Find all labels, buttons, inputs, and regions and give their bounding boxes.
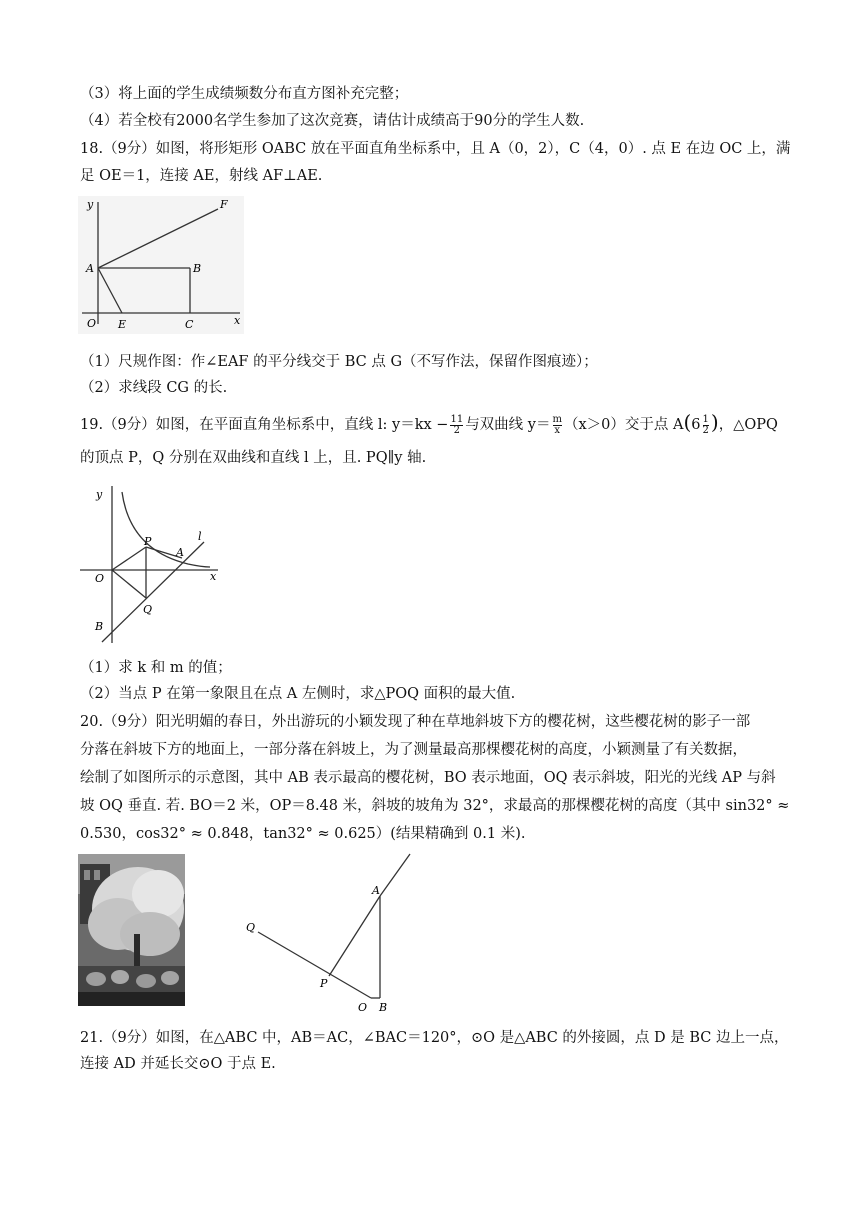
q20-label-P: P (320, 977, 328, 990)
q18-label-x: x (234, 314, 241, 327)
q19-sub1: （1）求 k 和 m 的值； (80, 660, 232, 676)
q18-label-B: B (193, 262, 202, 275)
q19-label-Q: Q (143, 603, 153, 616)
q17-part4: （4）若全校有2000名学生参加了这次竞赛，请估计成绩高于90分的学生人数. (80, 113, 585, 129)
q19-fraction-1-2: $\frac{1}{2}$ (702, 413, 709, 436)
q20-stem-line2: 分落在斜坡下方的地面上，一部分落在斜坡上，为了测量最高那棵樱花树的高度，小颖测量了有关数据， (80, 742, 747, 758)
q17-part3: （3）将上面的学生成绩频数分布直方图补充完整； (80, 86, 409, 102)
q19-label-x: x (210, 570, 217, 583)
q21-stem-line1: 21.（9分）如图，在△ABC 中，AB＝AC，∠BAC＝120°，⊙O 是△ABC 的外接圆，点 D 是 BC 边上一点， (80, 1030, 789, 1046)
q18-label-E: E (118, 318, 127, 331)
q20-figure (238, 850, 418, 1016)
q19-fraction-m-x: $\frac{m}{x}$ (552, 413, 562, 436)
q21-stem-line2: 连接 AD 并延长交⊙O 于点 E. (80, 1056, 276, 1072)
q19-text-c: （x＞0）交于点 A (563, 417, 684, 433)
q20-label-Q: Q (246, 921, 256, 934)
q18-sub1: （1）尺规作图：作∠EAF 的平分线交于 BC 点 G（不写作法，保留作图痕迹）； (80, 354, 598, 370)
q20-label-O: O (358, 1001, 368, 1014)
q19-label-B: B (95, 620, 104, 633)
q19-fraction-11-2: $\frac{11}{2}$ (450, 413, 464, 436)
q18-label-O: O (87, 317, 97, 330)
q19-label-P: P (144, 535, 152, 548)
q18-figure (78, 196, 244, 334)
q19-label-O: O (95, 572, 105, 585)
q18-label-A: A (86, 262, 94, 275)
q18-stem-line2: 足 OE＝1，连接 AE，射线 AF⊥AE. (80, 168, 323, 184)
q19-label-A: A (176, 546, 184, 559)
q19-label-l: l (198, 530, 202, 543)
q20-stem-line4: 坡 OQ 垂直. 若. BO＝2 米，OP＝8.48 米，斜坡的坡角为 32°，求最高的那棵樱花树的高度（其中 sin32° ≈ (80, 798, 790, 814)
q19-sub2: （2）当点 P 在第一象限且在点 A 左侧时，求△POQ 面积的最大值. (80, 686, 516, 702)
q20-stem-line5: 0.530，cos32° ≈ 0.848，tan32° ≈ 0.625）(结果精确到 0.1 米). (80, 826, 526, 842)
q18-label-y: y (87, 198, 94, 211)
q20-stem-line1: 20.（9分）阳光明媚的春日，外出游玩的小颖发现了种在草地斜坡下方的樱花树，这些樱花树的影子一部 (80, 714, 751, 730)
q19-stem-line1: 19.（9分）如图，在平面直角坐标系中，直线 l: y＝kx − $\frac{11}{2}$ 与双曲线 y＝ $\frac{m}{x}$ （x＞0）交于点 A(6 $\frac{1}{2}$ )，△OPQ (80, 410, 778, 436)
q19-text-a: 19.（9分）如图，在平面直角坐标系中，直线 l: y＝kx − (80, 417, 449, 433)
q18-label-F: F (220, 198, 228, 211)
q19-text-d: ，△OPQ (718, 417, 778, 433)
q19-stem-line2: 的顶点 P，Q 分别在双曲线和直线 l 上，且. PQ∥y 轴. (80, 450, 427, 466)
q19-figure (78, 478, 228, 646)
cherry-tree-photo (78, 854, 185, 1006)
q20-stem-line3: 绘制了如图所示的示意图，其中 AB 表示最高的樱花树，BO 表示地面，OQ 表示斜坡，阳光的光线 AP 与斜 (80, 770, 776, 786)
q19-label-y: y (96, 488, 103, 501)
q20-label-A: A (372, 884, 380, 897)
q20-label-B: B (379, 1001, 388, 1014)
q19-text-b: 与双曲线 y＝ (465, 417, 551, 433)
q18-sub2: （2）求线段 CG 的长. (80, 380, 228, 396)
q18-label-C: C (185, 318, 194, 331)
q18-stem-line1: 18.（9分）如图，将形矩形 OABC 放在平面直角坐标系中，且 A（0，2），C（4，0）. 点 E 在边 OC 上，满 (80, 141, 791, 157)
